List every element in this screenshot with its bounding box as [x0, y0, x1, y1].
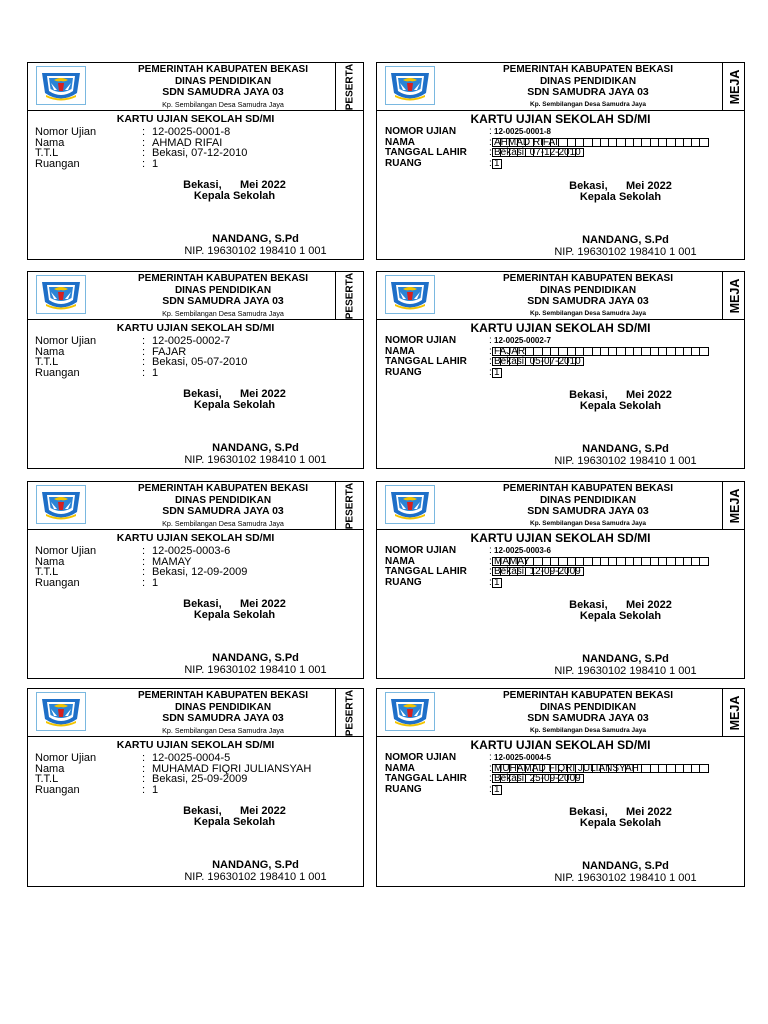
- student-name-value: AHMAD RIFAI: [494, 136, 558, 148]
- card-title: KARTU UJIAN SEKOLAH SD/MI: [470, 321, 651, 335]
- header-line-office: DINAS PENDIDIKAN: [174, 494, 272, 506]
- header-line-school: SDN SAMUDRA JAYA 03: [527, 86, 649, 98]
- colon: :: [142, 576, 146, 589]
- colon: :: [142, 356, 146, 368]
- signer-nip: NIP. 19630102 198410 1 001: [184, 244, 327, 257]
- divider-vertical: [722, 63, 723, 110]
- room-value: 1: [152, 366, 159, 379]
- room-label: RUANG: [385, 157, 422, 169]
- birth-place-date-value: Bekasi, 25-09-2009: [152, 773, 248, 785]
- header-line-school: SDN SAMUDRA JAYA 03: [527, 712, 649, 724]
- exam-number-value: 12-0025-0003-6: [494, 546, 551, 555]
- signature-block: [377, 390, 744, 412]
- peserta-label: PESERTA: [344, 272, 356, 320]
- header-address: Kp. Sembilangan Desa Samudra Jaya: [530, 100, 646, 108]
- card-title: KARTU UJIAN SEKOLAH SD/MI: [470, 531, 651, 545]
- peserta-label: PESERTA: [344, 63, 356, 111]
- birth-place-date-label: T.T.L: [35, 773, 59, 785]
- divider-horizontal: [28, 529, 363, 530]
- colon: :: [489, 576, 492, 588]
- exam-number-label: Nomor Ujian: [35, 126, 97, 138]
- card-title: KARTU UJIAN SEKOLAH SD/MI: [116, 113, 275, 125]
- exam-number-label: NOMOR UJIAN: [385, 752, 457, 763]
- colon: :: [489, 566, 492, 577]
- signer-name: NANDANG, S.Pd: [582, 860, 669, 872]
- birth-place-date-value: Bekasi, 12-09-2009: [152, 566, 248, 578]
- signature-block: [28, 599, 363, 621]
- colon: :: [489, 356, 492, 367]
- school-logo: [36, 485, 86, 524]
- signature-place-date: Bekasi, Mei 2022: [569, 806, 672, 818]
- signer: [28, 653, 363, 676]
- signature-block: [28, 389, 363, 411]
- signature-role: Kepala Sekolah: [579, 610, 662, 622]
- divider-horizontal: [28, 110, 363, 111]
- header-line-government: PEMERINTAH KABUPATEN BEKASI: [502, 64, 673, 75]
- colon: :: [489, 335, 492, 346]
- signature-role: Kepala Sekolah: [579, 400, 662, 412]
- exam-number-value: 12-0025-0004-5: [494, 753, 551, 762]
- birth-place-date-label: TANGGAL LAHIR: [385, 566, 467, 577]
- exam-card-peserta: [27, 688, 364, 887]
- exam-number-value: 12-0025-0001-8: [494, 127, 551, 136]
- divider-horizontal: [28, 736, 363, 737]
- exam-number-label: Nomor Ujian: [35, 545, 97, 557]
- colon: :: [489, 783, 492, 795]
- student-name-value: FAJAR: [152, 345, 187, 358]
- colon: :: [489, 752, 492, 763]
- colon: :: [489, 762, 492, 774]
- school-header: [457, 64, 719, 110]
- student-name-label: NAMA: [385, 762, 415, 774]
- header-line-government: PEMERINTAH KABUPATEN BEKASI: [502, 690, 673, 701]
- colon: :: [142, 335, 146, 347]
- card-title: KARTU UJIAN SEKOLAH SD/MI: [116, 739, 275, 751]
- signature-role: Kepala Sekolah: [579, 191, 662, 203]
- signature-place-date: Bekasi, Mei 2022: [569, 389, 672, 401]
- student-name-label: Nama: [35, 136, 65, 149]
- signer-nip: NIP. 19630102 198410 1 001: [184, 453, 327, 466]
- school-logo: [385, 275, 435, 314]
- room-label: RUANG: [385, 783, 422, 795]
- header-address: Kp. Sembilangan Desa Samudra Jaya: [162, 725, 284, 735]
- room-value: 1: [494, 366, 500, 378]
- room-value: 1: [494, 576, 500, 588]
- colon: :: [489, 773, 492, 784]
- school-header: [98, 690, 348, 736]
- exam-number-label: NOMOR UJIAN: [385, 335, 457, 346]
- colon: :: [142, 126, 146, 138]
- colon: :: [142, 345, 146, 358]
- room-label: Ruangan: [35, 783, 80, 796]
- divider-vertical: [722, 272, 723, 319]
- signature-place-date: Bekasi, Mei 2022: [569, 599, 672, 611]
- room-label: Ruangan: [35, 157, 80, 170]
- signer-name: NANDANG, S.Pd: [212, 233, 299, 245]
- exam-number-value: 12-0025-0003-6: [152, 545, 231, 557]
- colon: :: [489, 366, 492, 378]
- letter-box: [699, 347, 708, 356]
- birth-place-date-label: T.T.L: [35, 147, 59, 159]
- header-line-office: DINAS PENDIDIKAN: [174, 75, 272, 87]
- header-line-government: PEMERINTAH KABUPATEN BEKASI: [137, 64, 308, 75]
- divider-horizontal: [377, 110, 744, 111]
- student-name-label: NAMA: [385, 555, 415, 567]
- school-logo: [36, 275, 86, 314]
- meja-label: MEJA: [728, 488, 742, 524]
- signature-block: [377, 181, 744, 203]
- room-value: 1: [152, 576, 159, 589]
- header-line-office: DINAS PENDIDIKAN: [539, 75, 637, 87]
- divider-vertical: [722, 482, 723, 529]
- signer: [28, 443, 363, 466]
- colon: :: [489, 555, 492, 567]
- colon: :: [142, 555, 146, 568]
- colon: :: [142, 545, 146, 557]
- signature-role: Kepala Sekolah: [579, 817, 662, 829]
- tut-wuri-handayani-logo-icon: [385, 275, 435, 314]
- divider-vertical: [335, 272, 336, 319]
- signer-name: NANDANG, S.Pd: [582, 443, 669, 455]
- colon: :: [142, 762, 146, 775]
- header-line-school: SDN SAMUDRA JAYA 03: [162, 86, 284, 98]
- divider-horizontal: [377, 736, 744, 737]
- header-line-government: PEMERINTAH KABUPATEN BEKASI: [502, 273, 673, 284]
- header-line-school: SDN SAMUDRA JAYA 03: [162, 712, 284, 724]
- header-address: Kp. Sembilangan Desa Samudra Jaya: [530, 519, 646, 527]
- signer-nip: NIP. 19630102 198410 1 001: [554, 454, 697, 467]
- school-header: [98, 64, 348, 110]
- signer-nip: NIP. 19630102 198410 1 001: [184, 663, 327, 676]
- room-value: 1: [152, 783, 159, 796]
- student-name-value: MUHAMAD FIQRI JULIANSYAH: [152, 762, 312, 775]
- colon: :: [489, 345, 492, 357]
- header-line-government: PEMERINTAH KABUPATEN BEKASI: [137, 690, 308, 701]
- header-line-office: DINAS PENDIDIKAN: [539, 701, 637, 713]
- signature-block: [28, 806, 363, 828]
- colon: :: [142, 147, 146, 159]
- card-title: KARTU UJIAN SEKOLAH SD/MI: [116, 532, 275, 544]
- signer: [377, 861, 744, 884]
- colon: :: [489, 157, 492, 169]
- exam-number-value: 12-0025-0004-5: [152, 752, 231, 764]
- card-title: KARTU UJIAN SEKOLAH SD/MI: [116, 322, 275, 334]
- birth-place-date-label: T.T.L: [35, 356, 59, 368]
- tut-wuri-handayani-logo-icon: [385, 692, 435, 731]
- birth-place-date-label: TANGGAL LAHIR: [385, 147, 467, 158]
- exam-number-label: Nomor Ujian: [35, 335, 97, 347]
- signature-block: [377, 600, 744, 622]
- signature-place-date: Bekasi, Mei 2022: [183, 388, 286, 400]
- signer: [28, 234, 363, 257]
- signer-name: NANDANG, S.Pd: [212, 859, 299, 871]
- school-logo: [385, 66, 435, 105]
- header-line-government: PEMERINTAH KABUPATEN BEKASI: [137, 273, 308, 284]
- student-name-value: FAJAR: [494, 345, 526, 357]
- header-line-office: DINAS PENDIDIKAN: [174, 701, 272, 713]
- colon: :: [142, 157, 146, 170]
- signature-block: [28, 180, 363, 202]
- header-line-school: SDN SAMUDRA JAYA 03: [162, 505, 284, 517]
- colon: :: [489, 136, 492, 148]
- divider-horizontal: [377, 319, 744, 320]
- exam-card-peserta: [27, 271, 364, 469]
- header-line-school: SDN SAMUDRA JAYA 03: [162, 295, 284, 307]
- birth-place-date-value: Bekasi, 25-09-2009: [494, 773, 581, 784]
- signature-block: [377, 807, 744, 829]
- signer-name: NANDANG, S.Pd: [582, 653, 669, 665]
- header-address: Kp. Sembilangan Desa Samudra Jaya: [530, 309, 646, 317]
- tut-wuri-handayani-logo-icon: [385, 485, 435, 524]
- school-header: [457, 273, 719, 319]
- letter-box: [699, 764, 708, 773]
- student-name-value: MAMAY: [494, 555, 530, 567]
- header-line-office: DINAS PENDIDIKAN: [174, 284, 272, 296]
- divider-horizontal: [377, 529, 744, 530]
- room-label: RUANG: [385, 576, 422, 588]
- school-logo: [385, 692, 435, 731]
- birth-place-date-value: Bekasi, 07-12-2010: [152, 147, 248, 159]
- signer-name: NANDANG, S.Pd: [582, 234, 669, 246]
- student-name-label: NAMA: [385, 136, 415, 148]
- room-label: Ruangan: [35, 576, 80, 589]
- signature-place-date: Bekasi, Mei 2022: [183, 598, 286, 610]
- exam-number-value: 12-0025-0001-8: [152, 126, 231, 138]
- exam-number-value: 12-0025-0002-7: [152, 335, 231, 347]
- tut-wuri-handayani-logo-icon: [36, 485, 86, 524]
- birth-place-date-value: Bekasi, 12-09-2009: [494, 566, 581, 577]
- room-value: 1: [152, 157, 159, 170]
- exam-card-peserta: [27, 62, 364, 260]
- exam-number-label: NOMOR UJIAN: [385, 126, 457, 137]
- tut-wuri-handayani-logo-icon: [36, 66, 86, 105]
- header-line-government: PEMERINTAH KABUPATEN BEKASI: [502, 483, 673, 494]
- header-line-school: SDN SAMUDRA JAYA 03: [527, 505, 649, 517]
- signer-name: NANDANG, S.Pd: [212, 442, 299, 454]
- tut-wuri-handayani-logo-icon: [385, 66, 435, 105]
- divider-vertical: [335, 689, 336, 736]
- exam-card-meja: [376, 481, 745, 679]
- school-header: [457, 483, 719, 529]
- exam-card-meja: [376, 271, 745, 469]
- header-line-school: SDN SAMUDRA JAYA 03: [527, 295, 649, 307]
- signature-role: Kepala Sekolah: [193, 399, 276, 411]
- exam-number-label: Nomor Ujian: [35, 752, 97, 764]
- header-address: Kp. Sembilangan Desa Samudra Jaya: [162, 99, 284, 109]
- signer: [377, 235, 744, 258]
- colon: :: [142, 136, 146, 149]
- birth-place-date-label: TANGGAL LAHIR: [385, 773, 467, 784]
- signer-nip: NIP. 19630102 198410 1 001: [184, 870, 327, 883]
- signature-place-date: Bekasi, Mei 2022: [183, 179, 286, 191]
- letter-box: [699, 138, 708, 147]
- exam-number-label: NOMOR UJIAN: [385, 545, 457, 556]
- exam-card-meja: [376, 688, 745, 887]
- school-header: [98, 483, 348, 529]
- signer-nip: NIP. 19630102 198410 1 001: [554, 664, 697, 677]
- birth-place-date-label: T.T.L: [35, 566, 59, 578]
- colon: :: [142, 783, 146, 796]
- room-label: RUANG: [385, 366, 422, 378]
- school-logo: [36, 692, 86, 731]
- meja-label: MEJA: [728, 695, 742, 731]
- signature-role: Kepala Sekolah: [193, 190, 276, 202]
- school-header: [98, 273, 348, 319]
- divider-vertical: [335, 482, 336, 529]
- card-title: KARTU UJIAN SEKOLAH SD/MI: [470, 738, 651, 752]
- card-title: KARTU UJIAN SEKOLAH SD/MI: [470, 112, 651, 126]
- letter-box: [699, 557, 708, 566]
- birth-place-date-value: Bekasi, 05-07-2010: [152, 356, 248, 368]
- school-logo: [36, 66, 86, 105]
- tut-wuri-handayani-logo-icon: [36, 692, 86, 731]
- signature-place-date: Bekasi, Mei 2022: [569, 180, 672, 192]
- school-header: [457, 690, 719, 736]
- meja-label: MEJA: [728, 278, 742, 314]
- student-name-label: Nama: [35, 555, 65, 568]
- student-name-label: NAMA: [385, 345, 415, 357]
- signature-role: Kepala Sekolah: [193, 609, 276, 621]
- student-name-label: Nama: [35, 345, 65, 358]
- birth-place-date-label: TANGGAL LAHIR: [385, 356, 467, 367]
- exam-card-meja: [376, 62, 745, 260]
- school-logo: [385, 485, 435, 524]
- student-name-label: Nama: [35, 762, 65, 775]
- colon: :: [489, 126, 492, 137]
- colon: :: [142, 366, 146, 379]
- student-name-value: AHMAD RIFAI: [152, 136, 223, 149]
- signer: [28, 860, 363, 883]
- tut-wuri-handayani-logo-icon: [36, 275, 86, 314]
- header-line-government: PEMERINTAH KABUPATEN BEKASI: [137, 483, 308, 494]
- colon: :: [489, 147, 492, 158]
- header-address: Kp. Sembilangan Desa Samudra Jaya: [162, 308, 284, 318]
- room-value: 1: [494, 783, 500, 795]
- signer-nip: NIP. 19630102 198410 1 001: [554, 245, 697, 258]
- room-value: 1: [494, 157, 500, 169]
- header-address: Kp. Sembilangan Desa Samudra Jaya: [530, 726, 646, 734]
- signer: [377, 444, 744, 467]
- signature-place-date: Bekasi, Mei 2022: [183, 805, 286, 817]
- divider-horizontal: [28, 319, 363, 320]
- meja-label: MEJA: [728, 69, 742, 105]
- birth-place-date-value: Bekasi, 07-12-2010: [494, 147, 581, 158]
- signature-role: Kepala Sekolah: [193, 816, 276, 828]
- header-line-office: DINAS PENDIDIKAN: [539, 284, 637, 296]
- room-label: Ruangan: [35, 366, 80, 379]
- colon: :: [142, 773, 146, 785]
- signer-nip: NIP. 19630102 198410 1 001: [554, 871, 697, 884]
- student-name-value: MUHAMAD FIQRI JULIANSYAH: [494, 762, 639, 774]
- birth-place-date-value: Bekasi, 05-07-2010: [494, 356, 581, 367]
- peserta-label: PESERTA: [344, 689, 356, 737]
- signer: [377, 654, 744, 677]
- header-address: Kp. Sembilangan Desa Samudra Jaya: [162, 518, 284, 528]
- student-name-value: MAMAY: [152, 555, 192, 568]
- exam-card-peserta: [27, 481, 364, 679]
- colon: :: [142, 566, 146, 578]
- header-line-office: DINAS PENDIDIKAN: [539, 494, 637, 506]
- peserta-label: PESERTA: [344, 482, 356, 530]
- divider-vertical: [335, 63, 336, 110]
- colon: :: [489, 545, 492, 556]
- exam-number-value: 12-0025-0002-7: [494, 336, 551, 345]
- divider-vertical: [722, 689, 723, 736]
- signer-name: NANDANG, S.Pd: [212, 652, 299, 664]
- colon: :: [142, 752, 146, 764]
